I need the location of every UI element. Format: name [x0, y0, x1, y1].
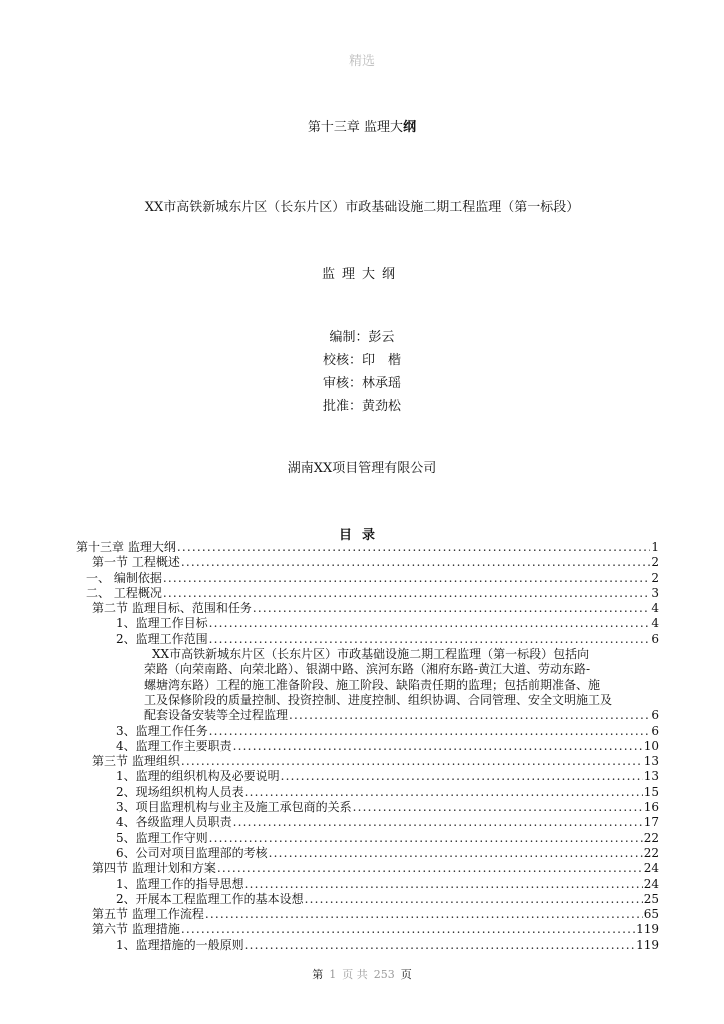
toc-entry-text: 第一节 工程概述: [92, 555, 180, 570]
toc-entry-page: 24: [643, 876, 659, 891]
footer-prefix: 第: [312, 968, 324, 981]
toc-entry-page: 119: [636, 922, 659, 937]
chapter-title-bold: 纲: [403, 120, 417, 135]
toc-leader-dots: [217, 861, 643, 876]
toc-entry[interactable]: [76, 846, 659, 861]
toc-entry-text: 4、监理工作主要职责: [116, 738, 232, 753]
toc-leader-dots: [209, 831, 643, 846]
toc-entry-page: 6: [651, 708, 659, 723]
toc-leader-dots: [245, 877, 643, 892]
toc-entry-text: 1、监理工作目标: [116, 616, 208, 631]
toc-entry[interactable]: [76, 831, 659, 846]
toc-entry-text: 第二节 监理目标、范围和任务: [92, 601, 252, 616]
toc-entry-text: 3、项目监理机构与业主及施工承包商的关系: [116, 800, 352, 815]
toc-entry-page: 6: [651, 723, 659, 738]
toc-entry[interactable]: [76, 938, 659, 953]
toc-entry[interactable]: [76, 601, 659, 616]
toc-entry-text: 6、公司对项目监理部的考核: [116, 845, 268, 860]
toc-leader-dots: [181, 922, 635, 937]
toc-entry-page: 10: [643, 738, 659, 753]
toc-leader-dots: [205, 907, 643, 922]
toc-entry-page: 25: [643, 891, 659, 906]
toc-entry[interactable]: [76, 922, 659, 937]
toc-leader-dots: [209, 724, 651, 739]
toc-paragraph-line: 荣路（向荣南路、向荣北路）、银湖中路、滨河东路（湘府东路-黄江大道、劳动东路-: [144, 662, 591, 677]
toc-leader-dots: [245, 938, 635, 953]
toc-leader-dots: [163, 571, 651, 586]
toc-paragraph-entry[interactable]: [76, 647, 659, 723]
toc-entry-page: 4: [651, 601, 659, 616]
page-footer: [0, 966, 724, 982]
toc-entry-text: 二、 工程概况: [86, 585, 162, 600]
toc-entry-text: 第三节 监理组织: [92, 754, 180, 769]
toc-leader-dots: [233, 815, 643, 830]
toc-leader-dots: [245, 785, 643, 800]
toc-entry-text: 一、 编制依据: [86, 570, 162, 585]
toc-leader-dots: [269, 846, 643, 861]
toc-entry-page: 16: [643, 800, 659, 815]
chapter-title-main: 第十三章 监理大: [307, 120, 404, 135]
credits-block: [0, 326, 724, 418]
toc-entry-page: 17: [643, 815, 659, 830]
company-name: 湖南XX项目管理有限公司: [287, 461, 437, 476]
toc-paragraph-last-line: [144, 708, 659, 723]
toc-entry-page: 13: [643, 754, 659, 769]
toc-entry-text: 4、各级监理人员职责: [116, 815, 232, 830]
toc-entry[interactable]: [76, 739, 659, 754]
toc-entry[interactable]: [76, 571, 659, 586]
toc-entry-page: 3: [651, 585, 659, 600]
toc-entry[interactable]: [76, 616, 659, 631]
toc-leader-dots: [181, 555, 651, 570]
toc-entry-page: 24: [643, 861, 659, 876]
toc-entry-text: 第六节 监理措施: [92, 922, 180, 937]
toc-entry[interactable]: [76, 907, 659, 922]
chapter-title: [0, 116, 724, 135]
toc-leader-dots: [209, 632, 651, 647]
toc-entry[interactable]: [76, 724, 659, 739]
toc-entry[interactable]: [76, 815, 659, 830]
toc-entry-page: 15: [643, 784, 659, 799]
toc-leader-dots: [209, 616, 651, 631]
toc-leader-dots: [163, 586, 651, 601]
toc-entry-text: 2、监理工作范围: [116, 631, 208, 646]
reviewed-by: 审核：林承瑶: [322, 376, 401, 391]
toc-entry[interactable]: [76, 769, 659, 784]
toc-entry-text: 第五节 监理工作流程: [92, 907, 204, 922]
toc-entry-text: 2、现场组织机构人员表: [116, 784, 244, 799]
checked-by: 校核：印 楷: [322, 353, 401, 368]
toc-entry[interactable]: [76, 800, 659, 815]
toc-paragraph-line: 螺塘湾东路）工程的施工准备阶段、施工阶段、缺陷责任期的监理；包括前期准备、施: [144, 677, 601, 692]
toc-paragraph-line: XX市高铁新城东片区（长东片区）市政基础设施二期工程监理（第一标段）包括向: [152, 647, 590, 662]
approved-by: 批准：黄劲松: [322, 399, 401, 414]
toc-heading: 目录: [338, 528, 385, 543]
footer-suffix: 页: [400, 968, 412, 981]
toc-entry[interactable]: [76, 632, 659, 647]
toc-entry-text: 1、监理工作的指导思想: [116, 876, 244, 891]
toc-entry-page: 22: [643, 845, 659, 860]
toc-leader-dots: [353, 800, 643, 815]
toc-leader-dots: [177, 540, 651, 555]
toc-entry-page: 65: [643, 907, 659, 922]
toc-paragraph-line: 工及保修阶段的质量控制、投资控制、进度控制、组织协调、合同管理、安全文明施工及: [144, 692, 613, 707]
toc-leader-dots: [305, 892, 643, 907]
toc-entry-text: 2、开展本工程监理工作的基本设想: [116, 891, 304, 906]
toc-entry-text: 5、监理工作守则: [116, 830, 208, 845]
toc-entry-text: 1、监理的组织机构及必要说明: [116, 769, 280, 784]
toc-entry-page: 2: [651, 555, 659, 570]
toc-entry[interactable]: [76, 540, 659, 555]
table-of-contents: [76, 540, 659, 953]
toc-leader-dots: [233, 739, 643, 754]
footer-mid: 页 共: [342, 968, 368, 981]
toc-entry[interactable]: [76, 785, 659, 800]
toc-entry-text: 第四节 监理计划和方案: [92, 861, 216, 876]
watermark-text: 精选: [348, 54, 375, 69]
toc-entry-text: 第十三章 监理大纲: [76, 540, 176, 554]
toc-leader-dots: [181, 754, 643, 769]
toc-entry[interactable]: [76, 586, 659, 601]
toc-entry-text: 3、监理工作任务: [116, 723, 208, 738]
toc-entry[interactable]: [76, 877, 659, 892]
project-title: XX市高铁新城东片区（长东片区）市政基础设施二期工程监理（第一标段）: [144, 200, 580, 215]
toc-entry-page: 6: [651, 631, 659, 646]
toc-entry-page: 1: [651, 540, 659, 554]
footer-total-pages: 253: [373, 968, 395, 981]
toc-entry[interactable]: [76, 861, 659, 876]
compiled-by: 编制：彭云: [329, 330, 395, 345]
toc-leader-dots: [281, 769, 643, 784]
toc-entry[interactable]: [76, 555, 659, 570]
toc-leader-dots: [253, 601, 651, 616]
toc-entry-page: 119: [636, 937, 659, 952]
document-title: 监理大纲: [321, 267, 402, 282]
toc-entry-text: 1、监理措施的一般原则: [116, 937, 244, 952]
toc-entry-page: 13: [643, 769, 659, 784]
toc-entry[interactable]: [76, 892, 659, 907]
toc-entry-page: 2: [651, 570, 659, 585]
footer-page-number: 1: [329, 968, 337, 981]
toc-entry-page: 4: [651, 616, 659, 631]
toc-entry-page: 22: [643, 830, 659, 845]
toc-entry[interactable]: [76, 754, 659, 769]
toc-leader-dots: [289, 708, 650, 723]
toc-entry-text: 配套设备安装等全过程监理: [144, 708, 289, 723]
